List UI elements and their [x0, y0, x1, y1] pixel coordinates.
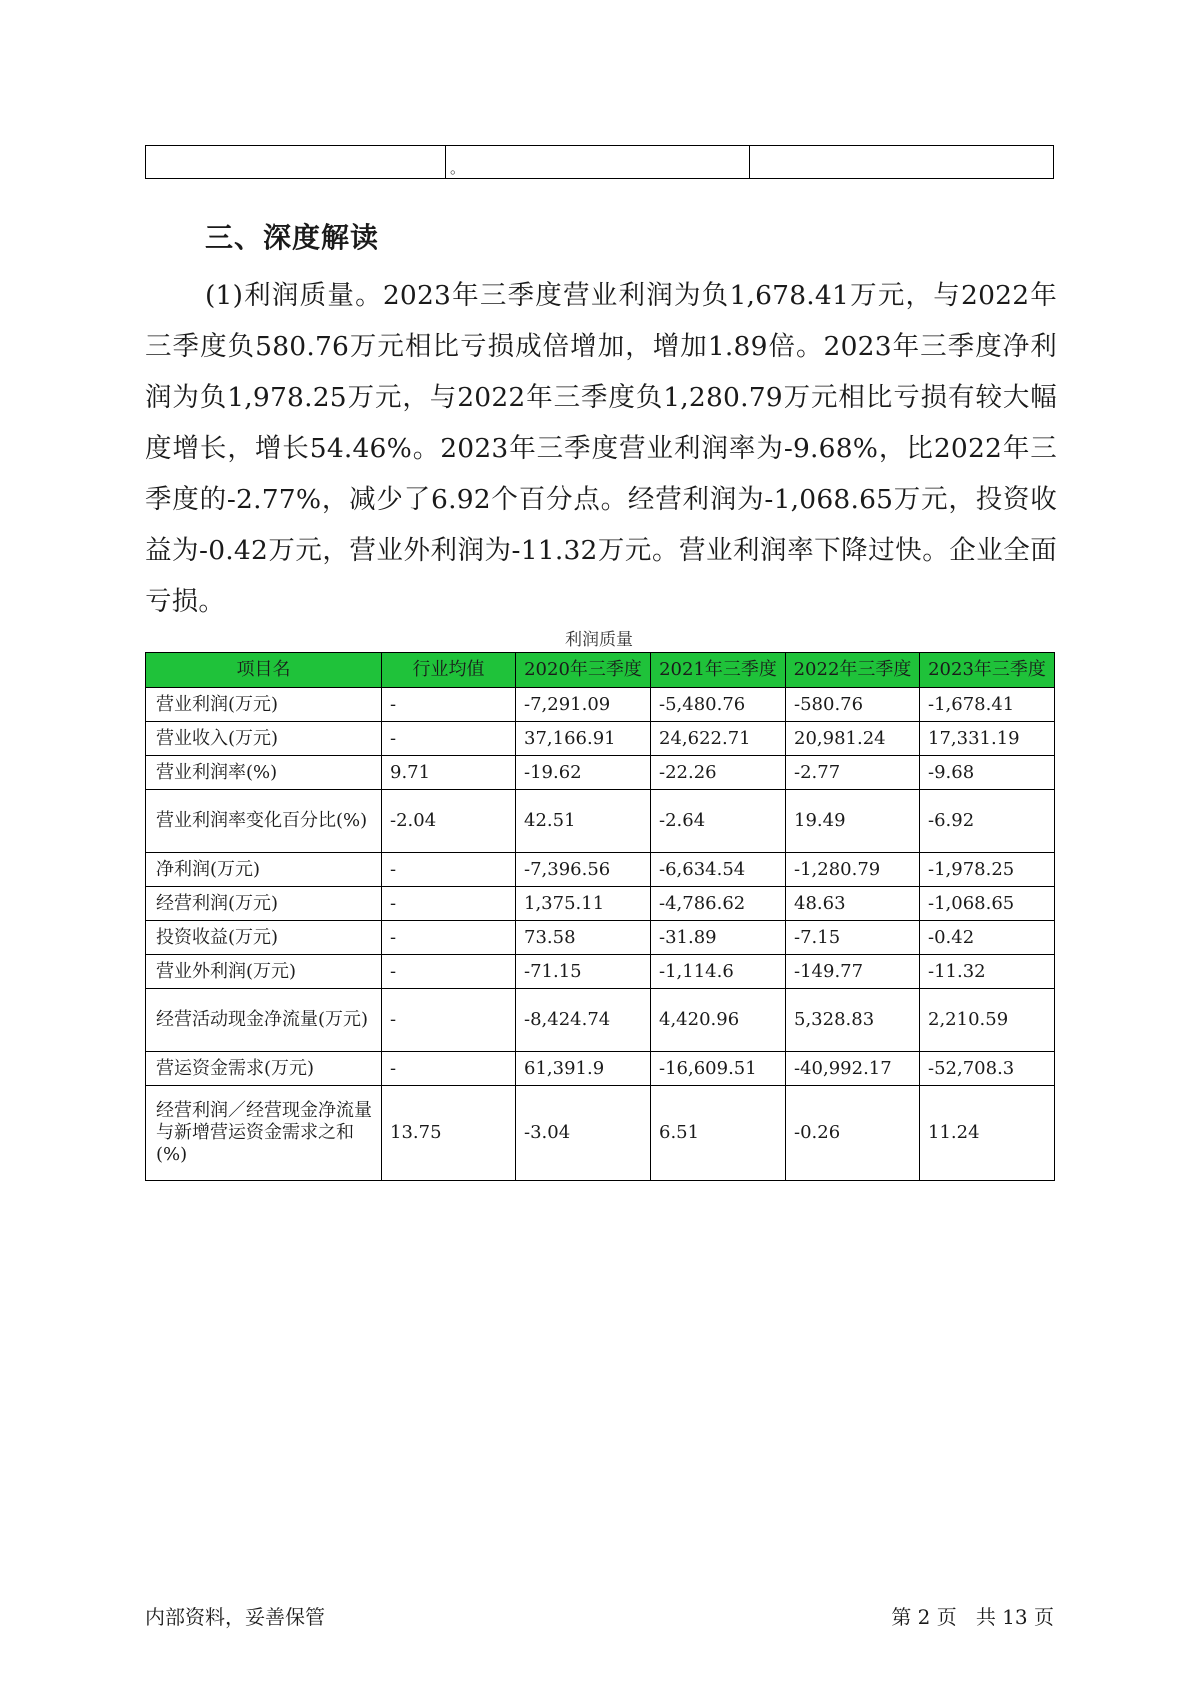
- table-row: [146, 887, 1055, 921]
- value-cell: -1,280.79: [786, 853, 920, 887]
- footer-confidential-note: 内部资料，妥善保管: [145, 1605, 325, 1629]
- value-cell: -: [382, 1052, 516, 1086]
- value-cell: -31.89: [651, 921, 786, 955]
- row-label-cell: 营运资金需求(万元): [146, 1052, 382, 1086]
- value-cell: 19.49: [786, 790, 920, 853]
- value-cell: -0.42: [920, 921, 1055, 955]
- table-row: [146, 756, 1055, 790]
- value-cell: -7,396.56: [516, 853, 651, 887]
- value-cell: -1,978.25: [920, 853, 1055, 887]
- value-cell: 9.71: [382, 756, 516, 790]
- value-cell: -6,634.54: [651, 853, 786, 887]
- value-cell: -6.92: [920, 790, 1055, 853]
- header-2022-q3: 2022年三季度: [786, 653, 920, 688]
- value-cell: -: [382, 722, 516, 756]
- value-cell: 11.24: [920, 1086, 1055, 1181]
- row-label-cell: 经营利润／经营现金净流量与新增营运资金需求之和(%): [146, 1086, 382, 1181]
- value-cell: -16,609.51: [651, 1052, 786, 1086]
- value-cell: -0.26: [786, 1086, 920, 1181]
- header-2023-q3: 2023年三季度: [920, 653, 1055, 688]
- row-label-cell: 营业外利润(万元): [146, 955, 382, 989]
- row-label-cell: 营业利润(万元): [146, 688, 382, 722]
- table-row: [146, 790, 1055, 853]
- value-cell: 13.75: [382, 1086, 516, 1181]
- value-cell: -5,480.76: [651, 688, 786, 722]
- value-cell: -: [382, 921, 516, 955]
- value-cell: 5,328.83: [786, 989, 920, 1052]
- table-row: [146, 955, 1055, 989]
- value-cell: -7,291.09: [516, 688, 651, 722]
- row-label-cell: 投资收益(万元): [146, 921, 382, 955]
- value-cell: -2.64: [651, 790, 786, 853]
- value-cell: -1,068.65: [920, 887, 1055, 921]
- row-label-cell: 营业利润率(%): [146, 756, 382, 790]
- value-cell: -9.68: [920, 756, 1055, 790]
- top-table-fragment: [145, 145, 1054, 179]
- table-cell: [750, 146, 1054, 179]
- value-cell: -: [382, 887, 516, 921]
- table-row: [146, 921, 1055, 955]
- value-cell: -40,992.17: [786, 1052, 920, 1086]
- value-cell: 2,210.59: [920, 989, 1055, 1052]
- value-cell: 6.51: [651, 1086, 786, 1181]
- value-cell: -: [382, 989, 516, 1052]
- body-paragraph: (1)利润质量。2023年三季度营业利润为负1,678.41万元，与2022年三季度负580.76万元相比亏损成倍增加，增加1.89倍。2023年三季度净利润为负1,978.25万元，与2022年三季度负1,280.79万元相比亏损有较大幅度增长，增长54.46%。2023年三季度营业利润率为-9.68%，比2022年三季度的-2.77%，减少了6.92个百分点。经营利润为-1,068.65万元，投资收益为-0.42万元，营业外利润为-11.32万元。营业利润率下降过快。企业全面亏损。: [145, 280, 1057, 617]
- value-cell: -22.26: [651, 756, 786, 790]
- header-2021-q3: 2021年三季度: [651, 653, 786, 688]
- value-cell: -71.15: [516, 955, 651, 989]
- value-cell: 37,166.91: [516, 722, 651, 756]
- table-row: [146, 1052, 1055, 1086]
- table-row: [146, 989, 1055, 1052]
- value-cell: -1,114.6: [651, 955, 786, 989]
- table-row: [146, 146, 1054, 179]
- table-row: [146, 853, 1055, 887]
- value-cell: 1,375.11: [516, 887, 651, 921]
- value-cell: -19.62: [516, 756, 651, 790]
- value-cell: -52,708.3: [920, 1052, 1055, 1086]
- value-cell: -1,678.41: [920, 688, 1055, 722]
- value-cell: 48.63: [786, 887, 920, 921]
- header-industry-average: 行业均值: [382, 653, 516, 688]
- value-cell: -580.76: [786, 688, 920, 722]
- value-cell: 42.51: [516, 790, 651, 853]
- profit-quality-table: [145, 652, 1055, 1181]
- row-label-cell: 净利润(万元): [146, 853, 382, 887]
- value-cell: -2.77: [786, 756, 920, 790]
- value-cell: -11.32: [920, 955, 1055, 989]
- value-cell: -8,424.74: [516, 989, 651, 1052]
- value-cell: -: [382, 688, 516, 722]
- row-label-cell: 经营利润(万元): [146, 887, 382, 921]
- value-cell: -: [382, 955, 516, 989]
- value-cell: 61,391.9: [516, 1052, 651, 1086]
- table-row: [146, 688, 1055, 722]
- value-cell: 20,981.24: [786, 722, 920, 756]
- value-cell: -149.77: [786, 955, 920, 989]
- row-label-cell: 经营活动现金净流量(万元): [146, 989, 382, 1052]
- value-cell: -3.04: [516, 1086, 651, 1181]
- value-cell: -2.04: [382, 790, 516, 853]
- header-2020-q3: 2020年三季度: [516, 653, 651, 688]
- table-cell: 。: [446, 146, 750, 179]
- row-label-cell: 营业收入(万元): [146, 722, 382, 756]
- value-cell: 73.58: [516, 921, 651, 955]
- value-cell: 24,622.71: [651, 722, 786, 756]
- table-header-row: [146, 653, 1055, 688]
- table-caption: 利润质量: [565, 630, 633, 650]
- value-cell: -: [382, 853, 516, 887]
- value-cell: -7.15: [786, 921, 920, 955]
- value-cell: 17,331.19: [920, 722, 1055, 756]
- value-cell: -4,786.62: [651, 887, 786, 921]
- table-row: [146, 1086, 1055, 1181]
- row-label-cell: 营业利润率变化百分比(%): [146, 790, 382, 853]
- footer-page-number: 第 2 页 共 13 页: [891, 1605, 1054, 1629]
- table-row: [146, 722, 1055, 756]
- header-item-name: 项目名: [146, 653, 382, 688]
- value-cell: 4,420.96: [651, 989, 786, 1052]
- section-heading: 三、深度解读: [205, 221, 380, 254]
- table-cell: [146, 146, 446, 179]
